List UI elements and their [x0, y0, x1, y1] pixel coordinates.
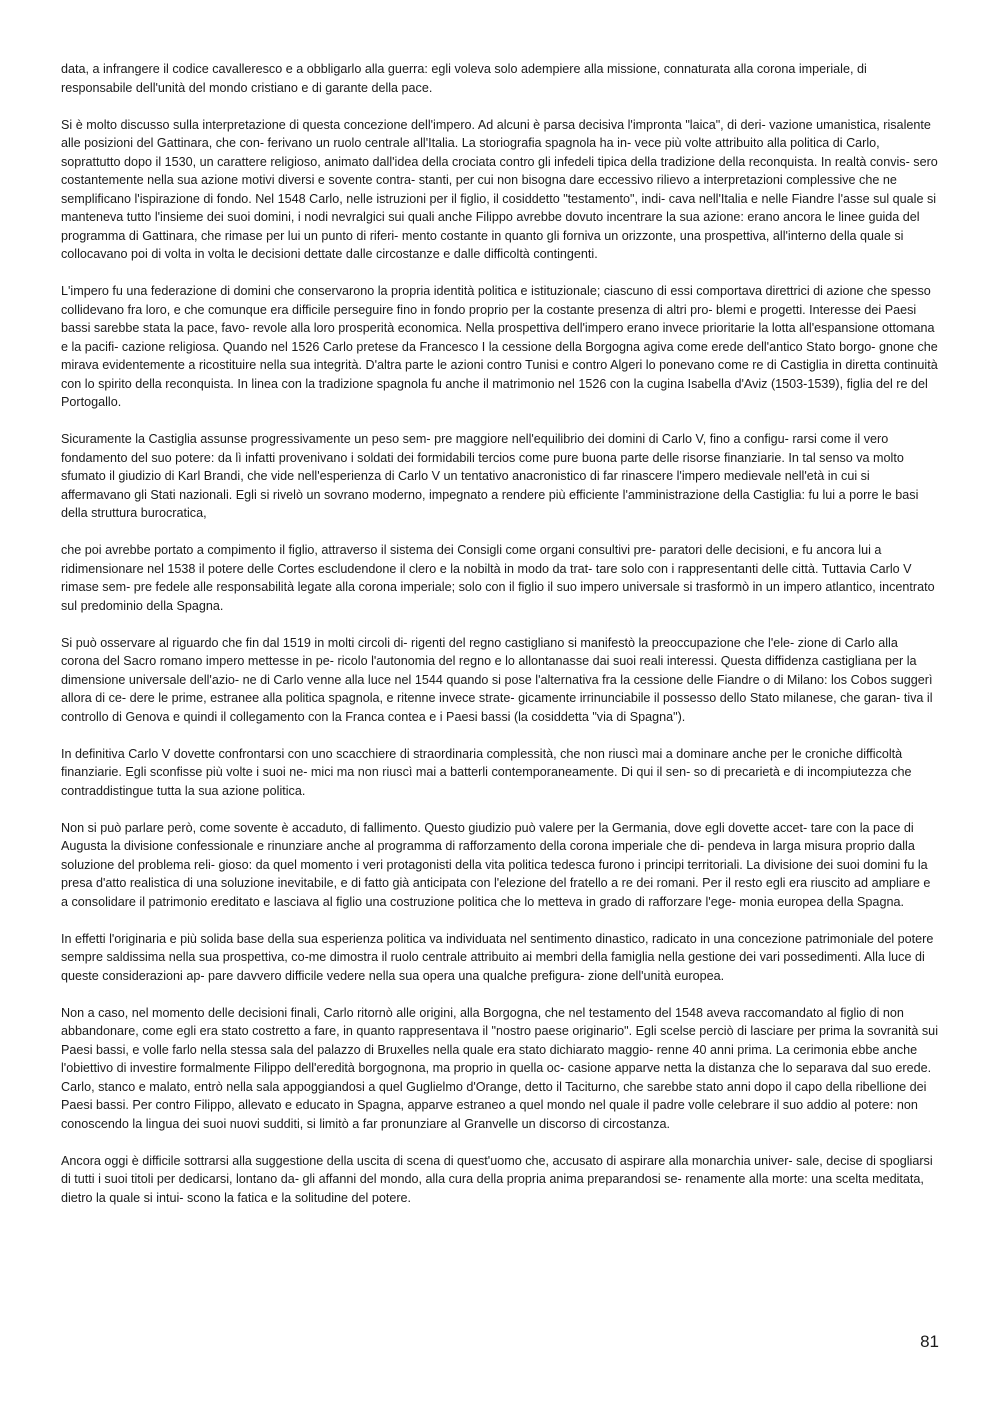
document-body [61, 60, 939, 1226]
paragraph: Sicuramente la Castiglia assunse progressivamente un peso sem- pre maggiore nell'equilibrio dei domini di Carlo V, fino a configu- rarsi come il vero fondamento del suo potere: da lì infatti provenivano i soldati dei formidabili tercios come pure buona parte delle risorse finanziarie. In tal senso va molto sfumato il giudizio di Karl Brandi, che vide nell'esperienza di Carlo V un tentativo anacronistico di far rinascere l'impero medievale nell'età in cui si affermavano gli Stati nazionali. Egli si rivelò un sovrano moderno, impegnato a rendere più efficiente l'amministrazione della Castiglia: fu lui a porre le basi della struttura burocratica, [61, 432, 919, 520]
paragraph: In definitiva Carlo V dovette confrontarsi con uno scacchiere di straordinaria complessità, che non riuscì mai a dominare anche per le croniche difficoltà finanziarie. Egli sconfisse più volte i suoi ne- mici ma non riuscì mai a batterli contemporaneamente. Di qui il sen- so di precarietà e di incompiutezza che contraddistingue tutta la sua azione politica. [61, 746, 912, 798]
page-number: 81 [920, 1332, 939, 1351]
paragraph: Si è molto discusso sulla interpretazione di questa concezione dell'impero. Ad alcuni è parsa decisiva l'impronta "laica", di deri- vazione umanistica, risalente alle posizioni del Gattinara, che con- ferivano un ruolo centrale all'Italia. La storiografia spagnola ha in- vece più volte attribuito alla politica di Carlo, soprattutto dopo il 1530, un carattere religioso, animato dall'idea della crociata contro gli infedeli tipica della tradizione della reconquista. In realtà convis- sero costantemente nella sua azione motivi diversi e sovente contra- stanti, per cui non bisogna dare eccessivo rilievo a interpretazioni complessive che ne semplificano l'ispirazione di fondo. Nel 1548 Carlo, nelle istruzioni per il figlio, il cosiddetto "testamento", indi- cava nell'Italia e nelle Fiandre l'asse sul quale si manteneva tutto l'insieme dei suoi domini, i nodi nevralgici sui quali anche Filippo avrebbe dovuto incentrare la sua azione: erano ancora le linee guida del programma di Gattinara, che rimase per lui un punto di riferi- mento costante in quanto gli forniva un orizzonte, una prospettiva, all'interno della quale si collocavano poi di volta in volta le decisioni dettate dalle circostanze e dalle difficoltà contingenti. [61, 117, 938, 261]
paragraph: In effetti l'originaria e più solida base della sua esperienza politica va individuata nel sentimento dinastico, radicato in una concezione patrimoniale del potere sempre saldissima nella sua prospettiva, co-me dimostra il ruolo centrale attribuito ai membri della famiglia nella gestione dei vari possedimenti. Alla luce di queste considerazioni ap- pare davvero difficile vedere nella sua opera una qualche prefigura- zione dell'unità europea. [61, 931, 934, 983]
paragraph: data, a infrangere il codice cavalleresco e a obbligarlo alla guerra: egli voleva solo adempiere alla missione, connaturata alla corona imperiale, di responsabile dell'unità del mondo cristiano e di garante della pace. [61, 62, 867, 95]
paragraph: Si può osservare al riguardo che fin dal 1519 in molti circoli di- rigenti del regno castigliano si manifestò la preoccupazione che l'ele- zione di Carlo alla corona del Sacro romano impero mettesse in pe- ricolo l'autonomia del regno e lo allontanasse dai suoi reali interessi. Questa diffidenza castigliana per la dimensione universale dell'azio- ne di Carlo venne alla luce nel 1544 quando si pose l'alternativa fra la cessione delle Fiandre o di Milano: los Cobos suggerì allora di ce- dere le prime, estranee alla politica spagnola, e ritenne invece strate- gicamente irrinunciabile il possesso dello Stato milanese, che garan- tiva il controllo di Genova e quindi il collegamento con la Franca contea e i Paesi bassi (la cosiddetta "via di Spagna"). [61, 635, 933, 724]
paragraph: Non si può parlare però, come sovente è accaduto, di fallimento. Questo giudizio può valere per la Germania, dove egli dovette accet- tare con la pace di Augusta la divisione confessionale e rinunziare anche al programma di rafforzamento della corona imperiale che di- pendeva in larga misura proprio dalla soluzione del problema reli- gioso: da quel momento i veri protagonisti della vita politica tedesca furono i principi territoriali. La divisione dei suoi domini fu la presa d'atto realistica di una soluzione inevitabile, e di fatto già anticipata con l'elezione del fratello a re dei romani. Per il resto egli era riuscito ad ampliare e a consolidare il patrimonio ereditato e lasciava al figlio una costruzione politica che lo metteva in grado di rafforzare l'ege- monia europea della Spagna. [61, 820, 931, 909]
paragraph: L'impero fu una federazione di domini che conservarono la propria identità politica e istituzionale; ciascuno di essi comportava direttrici di azione che spesso collidevano fra loro, e che comunque era difficile perseguire fino in fondo proprio per la costante presenza di altri pro- blemi e progetti. Interesse dei Paesi bassi sarebbe stata la pace, favo- revole alla loro prosperità economica. Nella prospettiva dell'impero erano invece prioritarie la lotta all'espansione ottomana e la pacifi- cazione religiosa. Quando nel 1526 Carlo pretese da Francesco I la cessione della Borgogna agiva come erede dell'antico Stato borgo- gnone che mirava evidentemente a ricostituire nella sua integrità. D'altra parte le azioni contro Tunisi e contro Algeri lo ponevano come re di Castiglia in diretta continuità con lo spirito della reconquista. In linea con la tradizione spagnola fu anche il matrimonio nel 1526 con la cugina Isabella d'Aviz (1503-1539), figlia del re del Portogallo. [61, 284, 938, 409]
paragraph: Non a caso, nel momento delle decisioni finali, Carlo ritornò alle origini, alla Borgogna, che nel testamento del 1548 aveva raccomandato al figlio di non abbandonare, come egli era stato costretto a fare, in quanto rappresentava il "nostro paese originario". Egli scelse perciò di lasciare per prima la sovranità sui Paesi bassi, e volle farlo nella stessa sala del palazzo di Bruxelles nella quale era stato dichiarato maggio- renne 40 anni prima. La cerimonia ebbe anche l'obiettivo di investire formalmente Filippo dell'eredità borgognona, ma proprio in quella oc- casione apparve netta la distanza che lo separava dal suo erede. Carlo, stanco e malato, entrò nella sala appoggiandosi a quel Guglielmo d'Orange, detto il Taciturno, che sarebbe stato anni dopo il capo della ribellione dei Paesi bassi. Per contro Filippo, allevato e educato in Spagna, apparve estraneo a quel mondo nel quale il padre volle celebrare il suo addio al potere: non conoscendo la lingua dei suoi nuovi sudditi, si limitò a far pronunziare al Granvelle un discorso di circostanza. [61, 1005, 938, 1131]
paragraph: Ancora oggi è difficile sottrarsi alla suggestione della uscita di scena di quest'uomo che, accusato di aspirare alla monarchia univer- sale, decise di spogliarsi di tutti i suoi titoli per dedicarsi, lontano da- gli affanni del mondo, alla cura della propria anima preparandosi se- renamente alla morte: una scelta meditata, dietro la quale si intui- scono la fatica e la solitudine del potere. [61, 1153, 933, 1205]
paragraph: che poi avrebbe portato a compimento il figlio, attraverso il sistema dei Consigli come organi consultivi pre- paratori delle decisioni, e fu ancora lui a ridimensionare nel 1538 il potere delle Cortes escludendone il clero e la nobiltà in modo da trat- tare solo con i rappresentanti delle città. Tuttavia Carlo V rimase sem- pre fedele alle responsabilità legate alla corona imperiale; solo con il figlio il suo impero universale si trasformò in un impero atlantico, incentrato sul predominio della Spagna. [61, 543, 935, 613]
